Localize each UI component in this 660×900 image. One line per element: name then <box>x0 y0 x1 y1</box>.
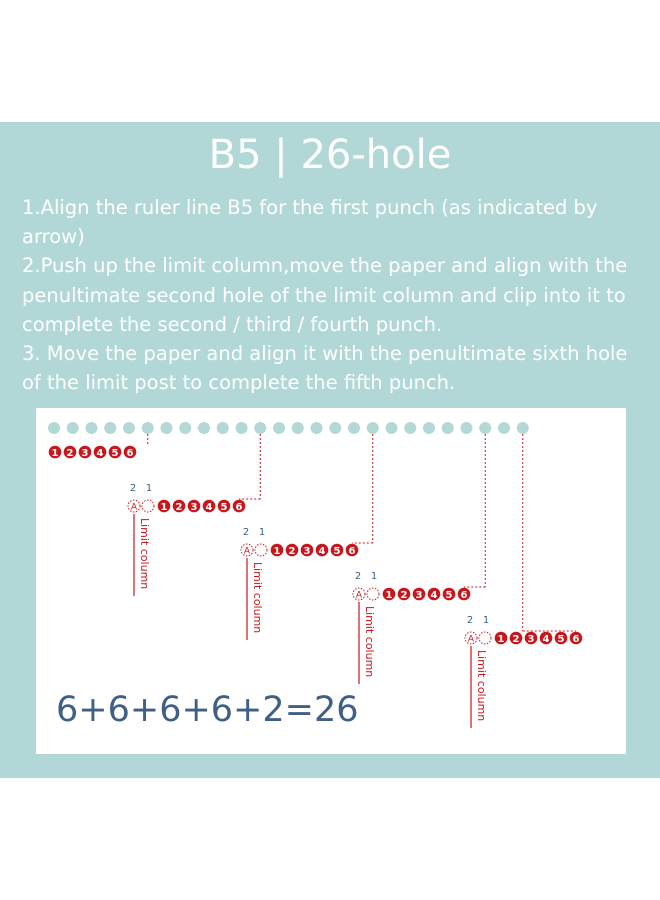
binding-hole <box>329 422 341 434</box>
hole-number-label: 2 <box>288 545 296 557</box>
limit-marker-label: A <box>355 590 363 601</box>
limit-column-label: Limit column <box>138 518 151 590</box>
hole-number-label: 2 <box>400 589 408 601</box>
hole-number-label: 3 <box>81 447 89 459</box>
hole-number-label: 1 <box>497 633 505 645</box>
binding-hole <box>479 422 491 434</box>
hole-number-label: 1 <box>273 545 281 557</box>
hole-number-label: 4 <box>205 501 213 513</box>
binding-hole <box>273 422 285 434</box>
hole-number-label: 6 <box>572 633 580 645</box>
hole-number-label: 6 <box>348 545 356 557</box>
page-title: B5 | 26-hole <box>208 132 452 178</box>
binding-hole <box>386 422 398 434</box>
limit-hole-empty <box>479 632 491 644</box>
limit-marker-label: A <box>467 634 475 645</box>
binding-hole <box>292 422 304 434</box>
binding-hole <box>254 422 266 434</box>
binding-hole <box>348 422 360 434</box>
binding-hole <box>311 422 323 434</box>
hole-number-label: 4 <box>542 633 550 645</box>
hole-number-label: 2 <box>66 447 74 459</box>
binding-hole <box>161 422 173 434</box>
hole-number-label: 6 <box>460 589 468 601</box>
instruction-step-2: 2.Push up the limit column,move the paper and align with the penultimate second hole of the limit column and clip into it to complete the second / third / fourth punch. <box>22 254 628 336</box>
hole-equation: 6+6+6+6+2=26 <box>56 690 359 730</box>
hole-number-label: 4 <box>318 545 326 557</box>
binding-hole <box>217 422 229 434</box>
hole-number-label: 3 <box>527 633 535 645</box>
hole-number-label: 2 <box>512 633 520 645</box>
hole-number-label: 3 <box>190 501 198 513</box>
hole-number-label: 4 <box>96 447 104 459</box>
binding-hole <box>123 422 135 434</box>
limit-hole-empty <box>255 544 267 556</box>
limit-number-label: 1 <box>145 483 153 494</box>
hole-number-label: 5 <box>111 447 119 459</box>
instruction-step-3: 3. Move the paper and align it with the penultimate sixth hole of the limit post to complete the fifth punch. <box>22 342 628 395</box>
hole-number-label: 4 <box>430 589 438 601</box>
limit-hole-empty <box>367 588 379 600</box>
binding-hole <box>67 422 79 434</box>
limit-column-label: Limit column <box>251 562 264 634</box>
binding-hole <box>142 422 154 434</box>
hole-number-label: 6 <box>235 501 243 513</box>
limit-number-label: 2 <box>466 615 474 626</box>
binding-hole <box>104 422 116 434</box>
limit-number-label: 1 <box>258 527 266 538</box>
limit-number-label: 2 <box>242 527 250 538</box>
limit-number-label: 1 <box>482 615 490 626</box>
binding-hole <box>442 422 454 434</box>
hole-number-label: 6 <box>126 447 134 459</box>
hole-number-label: 1 <box>51 447 59 459</box>
diagram-card <box>36 408 626 754</box>
binding-hole <box>498 422 510 434</box>
limit-hole-empty <box>142 500 154 512</box>
limit-column-label: Limit column <box>475 650 488 722</box>
hole-number-label: 5 <box>557 633 565 645</box>
hole-number-label: 3 <box>303 545 311 557</box>
binding-hole <box>517 422 529 434</box>
limit-number-label: 2 <box>129 483 137 494</box>
hole-number-label: 1 <box>385 589 393 601</box>
binding-hole <box>48 422 60 434</box>
binding-hole <box>404 422 416 434</box>
instruction-step-1: 1.Align the ruler line B5 for the first punch (as indicated by arrow) <box>22 196 598 249</box>
limit-marker-label: A <box>130 502 138 513</box>
hole-number-label: 5 <box>220 501 228 513</box>
hole-number-label: 5 <box>333 545 341 557</box>
limit-column-label: Limit column <box>363 606 376 678</box>
binding-hole <box>86 422 98 434</box>
binding-hole <box>423 422 435 434</box>
binding-hole <box>236 422 248 434</box>
binding-hole <box>198 422 210 434</box>
limit-number-label: 1 <box>370 571 378 582</box>
binding-hole <box>461 422 473 434</box>
limit-number-label: 2 <box>354 571 362 582</box>
binding-hole <box>367 422 379 434</box>
binding-hole <box>179 422 191 434</box>
hole-number-label: 2 <box>175 501 183 513</box>
hole-number-label: 5 <box>445 589 453 601</box>
limit-marker-label: A <box>243 546 251 557</box>
hole-number-label: 3 <box>415 589 423 601</box>
hole-number-label: 1 <box>160 501 168 513</box>
instruction-list <box>22 193 640 397</box>
